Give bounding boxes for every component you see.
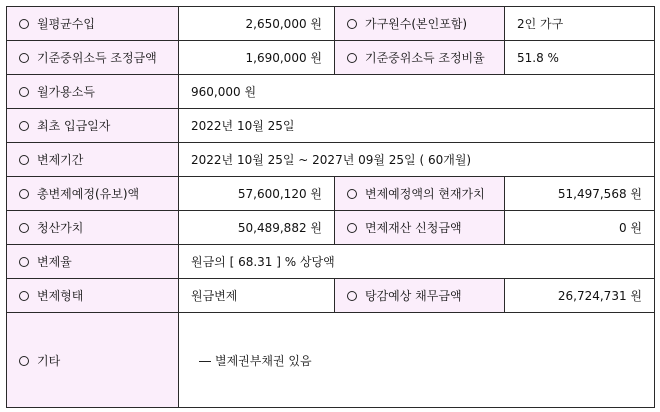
table-row bbox=[7, 143, 655, 177]
circle-icon bbox=[19, 155, 29, 165]
table-row bbox=[7, 279, 655, 313]
value-first-payment-date: 2022년 10월 25일 bbox=[179, 109, 655, 143]
table-row bbox=[7, 7, 655, 41]
label-monthly-income: 월평균수입 bbox=[7, 7, 179, 41]
value-household-size: 2인 가구 bbox=[505, 7, 655, 41]
table-row bbox=[7, 177, 655, 211]
label-exempt-property-amount: 면제재산 신청금액 bbox=[335, 211, 505, 245]
table-row bbox=[7, 211, 655, 245]
circle-icon bbox=[347, 291, 357, 301]
circle-icon bbox=[347, 223, 357, 233]
table-row bbox=[7, 75, 655, 109]
value-repayment-period: 2022년 10월 25일 ~ 2027년 09월 25일 ( 60개월) bbox=[179, 143, 655, 177]
label-liquidation-value: 청산가치 bbox=[7, 211, 179, 245]
label-household-size: 가구원수(본인포함) bbox=[335, 7, 505, 41]
circle-icon bbox=[19, 87, 29, 97]
label-present-value: 변제예정액의 현재가치 bbox=[335, 177, 505, 211]
table-row bbox=[7, 41, 655, 75]
circle-icon bbox=[19, 19, 29, 29]
value-repayment-type: 원금변제 bbox=[179, 279, 335, 313]
value-monthly-disposable-income: 960,000 원 bbox=[179, 75, 655, 109]
circle-icon bbox=[19, 121, 29, 131]
value-monthly-income: 2,650,000 원 bbox=[179, 7, 335, 41]
value-present-value: 51,497,568 원 bbox=[505, 177, 655, 211]
other-note: 별제권부채권 있음 bbox=[215, 353, 312, 368]
label-repayment-type: 변제형태 bbox=[7, 279, 179, 313]
label-monthly-disposable-income: 월가용소득 bbox=[7, 75, 179, 109]
value-median-income-ratio: 51.8 % bbox=[505, 41, 655, 75]
value-total-scheduled-repayment: 57,600,120 원 bbox=[179, 177, 335, 211]
circle-icon bbox=[19, 189, 29, 199]
label-other: 기타 bbox=[7, 313, 179, 408]
circle-icon bbox=[19, 257, 29, 267]
circle-icon bbox=[19, 223, 29, 233]
repayment-plan-table bbox=[6, 6, 655, 408]
table-row bbox=[7, 313, 655, 408]
table-row bbox=[7, 109, 655, 143]
table-row bbox=[7, 245, 655, 279]
value-median-income-adjusted: 1,690,000 원 bbox=[179, 41, 335, 75]
value-liquidation-value: 50,489,882 원 bbox=[179, 211, 335, 245]
label-expected-debt-forgiveness: 탕감예상 채무금액 bbox=[335, 279, 505, 313]
circle-icon bbox=[347, 189, 357, 199]
circle-icon bbox=[19, 356, 29, 366]
label-total-scheduled-repayment: 총변제예정(유보)액 bbox=[7, 177, 179, 211]
dash-icon bbox=[199, 361, 211, 362]
value-expected-debt-forgiveness: 26,724,731 원 bbox=[505, 279, 655, 313]
value-repayment-rate: 원금의 [ 68.31 ] % 상당액 bbox=[179, 245, 655, 279]
label-repayment-period: 변제기간 bbox=[7, 143, 179, 177]
circle-icon bbox=[347, 19, 357, 29]
value-exempt-property-amount: 0 원 bbox=[505, 211, 655, 245]
label-first-payment-date: 최초 입금일자 bbox=[7, 109, 179, 143]
circle-icon bbox=[347, 53, 357, 63]
label-repayment-rate: 변제율 bbox=[7, 245, 179, 279]
circle-icon bbox=[19, 291, 29, 301]
circle-icon bbox=[19, 53, 29, 63]
value-other bbox=[179, 313, 655, 408]
label-median-income-adjusted: 기준중위소득 조정금액 bbox=[7, 41, 179, 75]
label-median-income-ratio: 기준중위소득 조정비율 bbox=[335, 41, 505, 75]
